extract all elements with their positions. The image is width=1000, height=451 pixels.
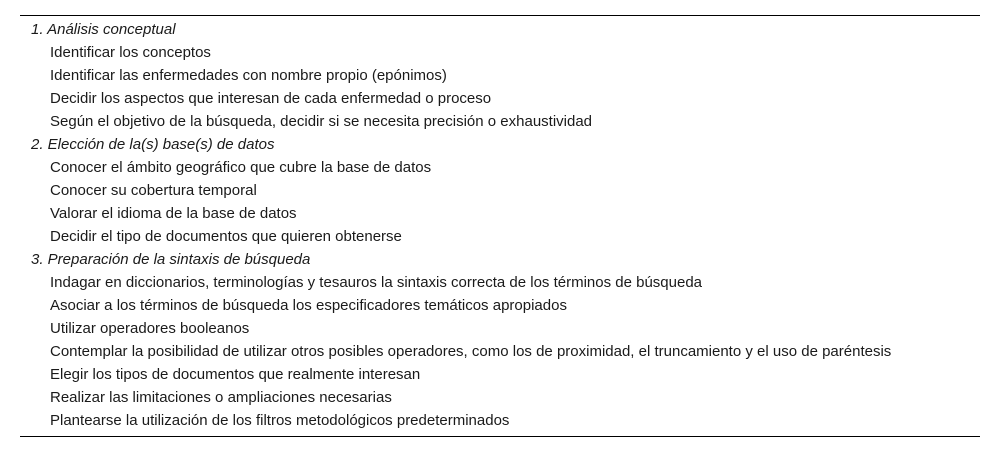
list-item: Decidir los aspectos que interesan de cada enfermedad o proceso <box>50 90 492 107</box>
list-item: Conocer su cobertura temporal <box>50 182 257 199</box>
list-item: Contemplar la posibilidad de utilizar otros posibles operadores, como los de proximidad, el truncamiento y el uso de paréntesis <box>50 343 892 360</box>
list-item: Indagar en diccionarios, terminologías y tesauros la sintaxis correcta de los términos de búsqueda <box>50 274 703 291</box>
list-item: Plantearse la utilización de los filtros metodológicos predeterminados <box>50 412 510 429</box>
search-steps-table <box>20 15 980 437</box>
list-item: Decidir el tipo de documentos que quieren obtenerse <box>50 228 402 245</box>
list-item: Según el objetivo de la búsqueda, decidir si se necesita precisión o exhaustividad <box>50 113 593 130</box>
list-item: Elegir los tipos de documentos que realmente interesan <box>50 366 421 383</box>
list-item: Identificar las enfermedades con nombre propio (epónimos) <box>50 67 447 84</box>
list-item: Conocer el ámbito geográfico que cubre la base de datos <box>50 159 432 176</box>
list-item: Identificar los conceptos <box>50 44 211 61</box>
list-item: Asociar a los términos de búsqueda los especificadores temáticos apropiados <box>50 297 567 314</box>
section-title-search-syntax: 3. Preparación de la sintaxis de búsqueda <box>31 251 311 268</box>
section-title-database-selection: 2. Elección de la(s) base(s) de datos <box>31 136 275 153</box>
list-item: Utilizar operadores booleanos <box>50 320 250 337</box>
section-title-conceptual-analysis: 1. Análisis conceptual <box>31 21 176 38</box>
list-item: Valorar el idioma de la base de datos <box>50 205 297 222</box>
list-item: Realizar las limitaciones o ampliaciones necesarias <box>50 389 392 406</box>
